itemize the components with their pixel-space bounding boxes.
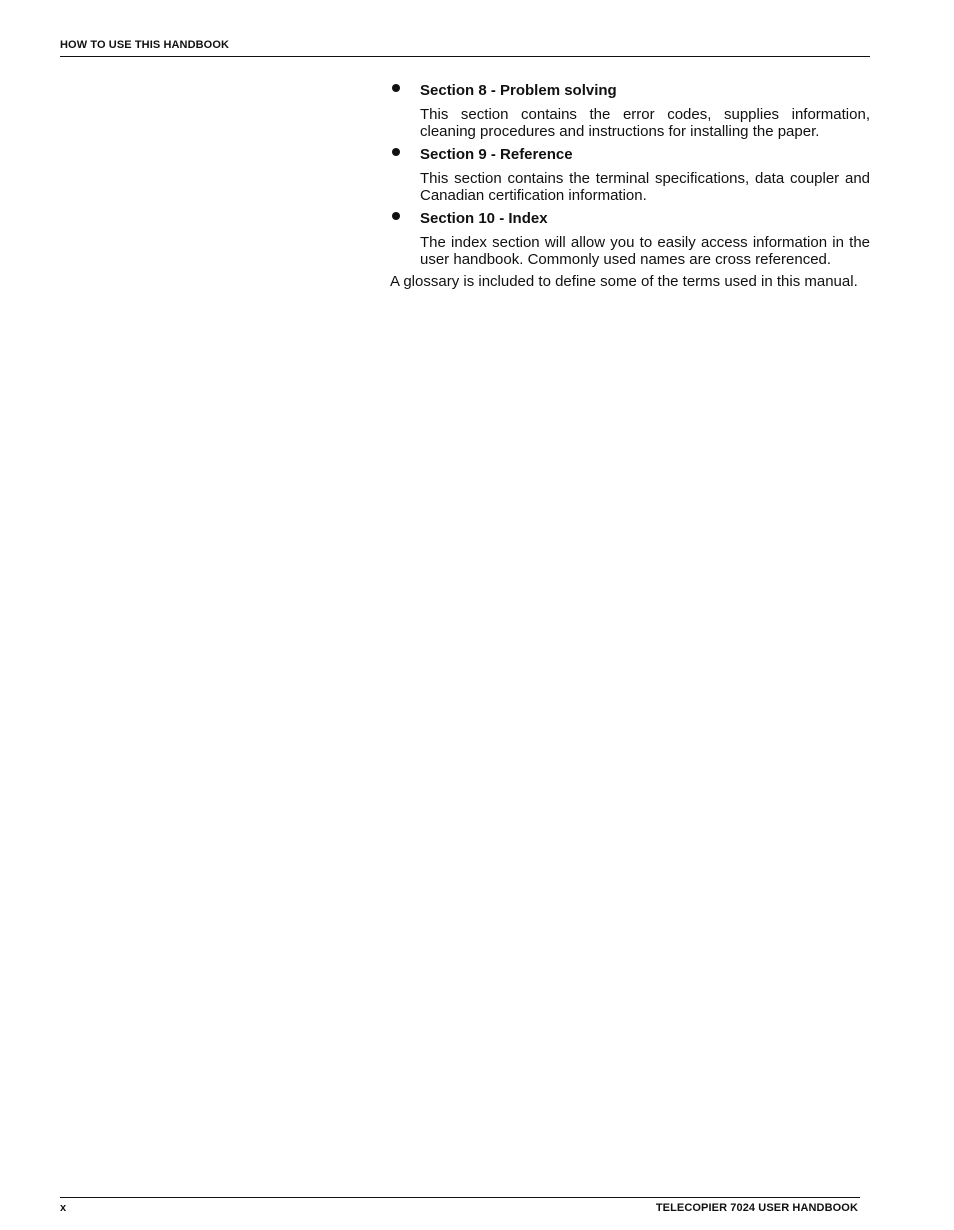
section-description: This section contains the error codes, supplies information, cleaning procedures and instructions for installing the paper. xyxy=(420,106,870,140)
section-description: This section contains the terminal specifications, data coupler and Canadian certification information. xyxy=(420,170,870,204)
section-heading: Section 9 - Reference xyxy=(420,146,573,163)
section-heading: Section 10 - Index xyxy=(420,210,548,227)
section-heading: Section 8 - Problem solving xyxy=(420,82,617,99)
page-number: x xyxy=(60,1202,67,1214)
running-footer: TELECOPIER 7024 USER HANDBOOK xyxy=(655,1202,858,1214)
section-list-item xyxy=(390,145,870,204)
bullet-icon xyxy=(392,84,400,92)
section-list-item xyxy=(390,81,870,140)
main-content xyxy=(390,81,870,290)
section-list-item xyxy=(390,209,870,268)
running-header: HOW TO USE THIS HANDBOOK xyxy=(60,39,230,51)
section-description: The index section will allow you to easily access information in the user handbook. Commonly used names are cross referenced. xyxy=(420,234,870,268)
header-divider xyxy=(60,56,870,57)
bullet-icon xyxy=(392,212,400,220)
glossary-note: A glossary is included to define some of the terms used in this manual. xyxy=(390,273,858,290)
bullet-icon xyxy=(392,148,400,156)
footer-divider xyxy=(60,1197,860,1198)
